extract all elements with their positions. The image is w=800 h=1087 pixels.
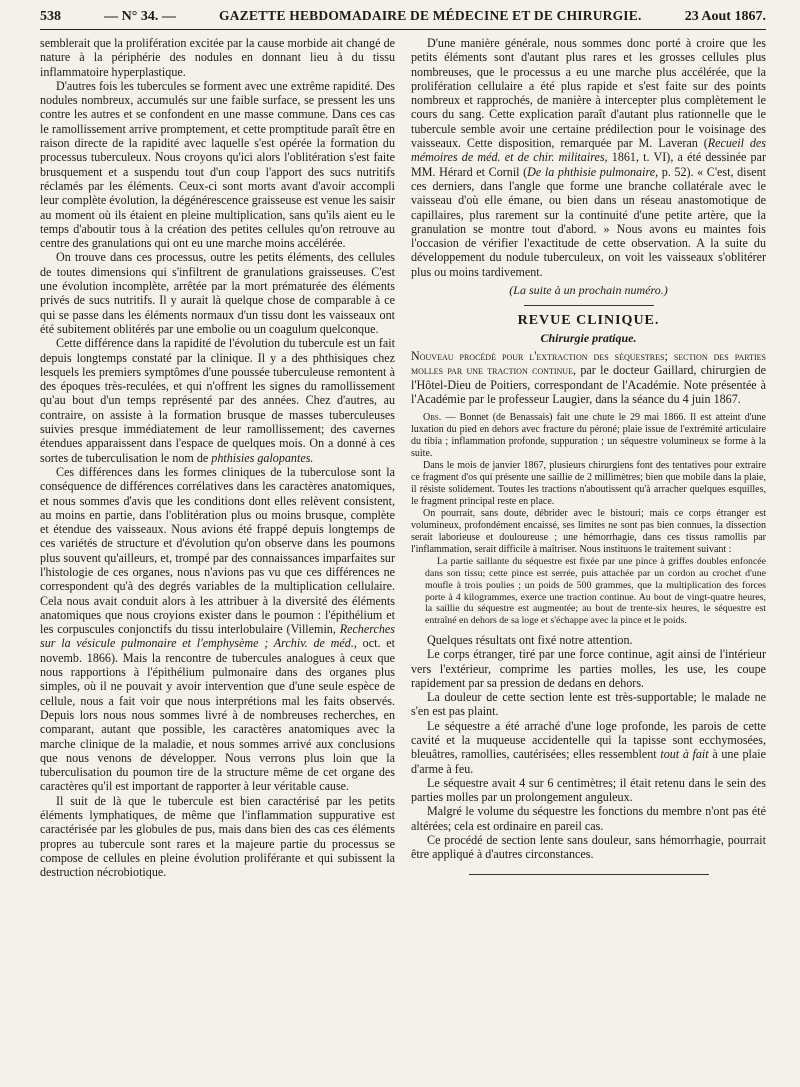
text-span: Cette différence dans la rapidité de l'évolution du tubercule est un fait depuis longtemps constaté par la clinique. Il y a des phthisiques chez lesquels les premiers symptômes d'une poussée tuberculeuse remontent à des époques très-reculées, et qui n'offrent les signes du ramollissement qu'au bout d'un temps représenté par des années. Chez d'autres, au contraire, on assiste à la formation brusque de masses tuberculeuses suivies presque immédiatement de leur ramollissement; des cavernes étendues apparaissent dans l'espace de quelques mois. On a donné à ces sortes de tuberculisation le nom de (40, 336, 395, 465)
emphasis: tout à fait (660, 747, 709, 762)
page-number: 538 (40, 9, 61, 24)
paragraph: Il suit de là que le tubercule est bien caractérisé par les petits éléments lymphatiques, de même que l'inflammation suppurative est caractérisée par les globules de pus, mais dans bien des cas ces éléments propres au tubercule sont rares et la majeure partie du processus se compose de cellules en pleine évolution proliférante et qui subissent la destruction nécrobiotique. (40, 793, 395, 880)
emphasis: Recherches sur la vésicule pulmonaire et l'emphysème ; Archiv. de méd., (40, 622, 395, 651)
divider (524, 305, 654, 306)
paragraph (40, 336, 395, 465)
text-span: 1861, t. VI), a été dessinée par MM. Hérard et Cornil ( (411, 150, 766, 179)
text-span: Le séquestre a été arraché d'une loge profonde, les parois de cette cavité et la muqueuse accidentelle qui la tapisse sont ecchymosées, bleuâtres, ramollies, cautérisées; elles ressemblent (411, 718, 766, 762)
paragraph: Le corps étranger, tiré par une force continue, agit ainsi de l'intérieur vers l'extérieur, comprime les parties molles, les use, les coupe rapidement par sa pression de dedans en dehors. (411, 647, 766, 690)
right-column (411, 36, 766, 883)
observation-block (411, 412, 766, 556)
paragraph: Le séquestre avait 4 sur 6 centimètres; il était retenu dans le sein des parties molles par un prolongement anguleux. (411, 775, 766, 805)
emphasis: Recueil des mémoires de méd. et de chir. militaires, (411, 136, 766, 165)
section-title: REVUE CLINIQUE. (517, 313, 660, 329)
paragraph: La douleur de cette section lente est très-supportable; le malade ne s'en est pas plaint. (411, 690, 766, 719)
article-heading-caps: Nouveau procédé pour l'extraction des séquestres; section des parties molles par une traction continue, (411, 348, 766, 378)
article-heading (411, 349, 766, 406)
text-span: Bonnet (de Benassais) fait une chute le 29 mai 1866. Il est atteint d'une luxation du pied en dehors avec fracture du péroné; plaie issue de l'extrémité articulaire du tibia ; inflammation profonde, suppuration ; un séquestre volumineux se forme à la suite. (411, 412, 766, 460)
running-header (40, 8, 766, 30)
results-block (411, 633, 766, 862)
text-span: Ces différences dans les formes cliniques de la tuberculose sont la conséquence de différences corrélatives dans les caractères anatomiques, et nous sommes d'avis que les conditions dont elles relèvent consistent, au moins en partie, dans l'oblitération plus ou moins brusque, complète et étendue des vaisseaux. Nous avions été frappé depuis longtemps de ces variétés de structure et d'évolution qu'on observe dans les poumons plus souvent qu'ailleurs, et, trompé par des connaissances imparfaites sur l'histologie de ces organes, nous n'avions pas vu que ces différences ne correspondent qu'à des degrés variables de la multiplication cellulaire. Cela nous avait conduit alors à les attribuer à la diversité des éléments anatomiques que nous croyions exister dans le poumon : l'épithélium et les corpuscules conjonctifs du tissu interlobulaire (Villemin, (40, 464, 395, 637)
text-span: p. 52). « C'est, disent ces derniers, dans l'angle que forme une branche collatérale avec le vaisseau d'où elle émane, ou bien dans un réseau anastomotique de capillaires, plus rarement sur la continuité d'une petite artère, que la granulation se montre tout d'abord. » Nous avons eu maintes fois l'occasion de vérifier l'exactitude de cette observation. A la suite du développement du nodule tuberculeux, on voit les vaisseaux s'oblitérer plus ou moins tardivement. (411, 164, 766, 279)
paragraph: D'autres fois les tubercules se forment avec une extrême rapidité. Des nodules nombreux, accumulés sur une faible surface, se pressent les uns contre les autres et se confondent en une masse commune. Dans ces cas le ramollissement arrive promptement, et cette promptitude paraît être en raison directe de la rapidité avec laquelle s'est opérée la formation du processus tuberculeux. Nous croyons qu'ici alors l'oblitération s'est faite brusquement et a suspendu tout d'un coup l'apport des sucs nutritifs réclamés par les éléments. Ceux-ci sont morts avant d'avoir accompli leur complète évolution, la dégénérescence graisseuse est venue les saisir au moment où ils étaient en pleine multiplication, sans qu'ils aient eu le temps d'aboutir tous à la création des petites cellules qu'on retrouve au centre des granulations qui ont eu une marche moins accélérée. (40, 78, 395, 251)
paragraph (40, 465, 395, 794)
issue-date: 23 Aout 1867. (684, 9, 766, 24)
continued-note: (La suite à un prochain numéro.) (509, 283, 668, 298)
paragraph (411, 412, 766, 460)
obs-label: Obs. — (423, 412, 456, 424)
paragraph: On trouve dans ces processus, outre les petits éléments, des cellules de toutes dimensions qui s'infiltrent de granulations graisseuses. C'est une évolution incomplète, arrêtée par la mort prématurée des éléments privés de sucs nutritifs. Il y aurait là quelque chose de comparable à ce qui se passe dans les éléments normaux d'un tissu dont les vaisseaux ont été subitement oblitérés par une embolie ou un coagulum quelconque. (40, 250, 395, 336)
issue-number: — N° 34. — (104, 9, 176, 24)
emphasis: phthisies galopantes. (211, 450, 314, 465)
paragraph (411, 36, 766, 279)
text-span: par le docteur Gaillard, chirurgien de l'Hôtel-Dieu de Poitiers, correspondant de l'Académie. Note présentée à l'Académie par le professeur Laugier, dans la séance du 4 juin 1867. (411, 363, 766, 406)
paragraph: semblerait que la prolifération excitée par la cause morbide ait changé de nature à la périphérie des nodules en donnant lieu à du tissu inflammatoire hyperplastique. (40, 36, 395, 79)
paragraph: On pourrait, sans doute, débrider avec le bistouri; mais ce corps étranger est volumineux, profondément encaissé, ses limites ne sont pas bien connues, la dissection serait laborieuse et douloureuse ; une hémorrhagie, dans ces tissus ramollis par l'inflammation, serait difficile à maîtriser. Nous instituons le traitement suivant : (411, 508, 766, 556)
paragraph: La partie saillante du séquestre est fixée par une pince à griffes doubles enfoncée dans son tissu; cette pince est serrée, puis attachée par un cordon au crochet d'une moufle à trois poulies ; un poids de 500 grammes, que la multiplication des forces porte à 4 kilogrammes, exerce une traction continue. Au bout de vingt-quatre heures, la saillie du séquestre est augmentée; au bout de trente-six heures, le séquestre est entraîné en dehors de sa loge et s'échappe avec la pince et le poids. (425, 556, 766, 627)
treatment-block (425, 556, 766, 627)
journal-title: GAZETTE HEBDOMADAIRE DE MÉDECINE ET DE CHIRURGIE. (219, 8, 642, 23)
left-column (40, 36, 395, 883)
emphasis: De la phthisie pulmonaire, (527, 164, 659, 179)
text-span: D'une manière générale, nous sommes donc porté à croire que les petits éléments sont d'autant plus rares et les grosses cellules plus nombreuses, que le processus a eu une marche plus accélérée, que la prolifération cellulaire a été plus rapide et s'est faite sur des points nombreux et rapprochés, de manière à intercepter plus complètement le cours du sang. Cette explication paraît d'autant plus rationnelle que le tubercule semble avoir une certaine prédilection pour le voisinage des vaisseaux. Cette disposition, remarquée par M. Laveran ( (411, 36, 766, 151)
paragraph: Quelques résultats ont fixé notre attention. (427, 632, 633, 647)
text-span: à une plaie d'arme à feu. (411, 747, 766, 776)
paragraph: Dans le mois de janvier 1867, plusieurs chirurgiens font des tentatives pour extraire ce fragment d'os qui présente une saillie de 2 millimètres; bien que mobile dans la plaie, il résiste solidement. Toutes les tractions n'aboutissent qu'à arracher quelques esquilles, le fragment principal reste en place. (411, 460, 766, 508)
paragraph: Ce procédé de section lente sans douleur, sans hémorrhagie, pourrait être appliqué à d'autres circonstances. (411, 833, 766, 862)
text-span: oct. et novemb. 1866). Mais la rencontre de tubercules analogues à ceux que nous rapportions à l'épithélium pulmonaire dans des organes plus simples, où il ne pouvait y avoir intervention que d'une seule espèce de cellule, nous a fait voir que nous interprétions mal les faits observés. Depuis lors nous nous sommes livré à de nombreuses recherches, en comparant, autant que possible, les caractères anatomiques avec la marche clinique de la maladie, et nous sommes arrivé aux conclusions que nous venons de développer. Nous verrons plus loin que la tuberculisation du poumon tire de la structure même de cet organe des caractères qu'il est important de rapporter à leur véritable cause. (40, 636, 395, 794)
paragraph (411, 719, 766, 776)
paragraph: Malgré le volume du séquestre les fonctions du membre n'ont pas été altérées; cela est ordinaire en pareil cas. (411, 804, 766, 833)
divider (469, 874, 709, 875)
section-subtitle: Chirurgie pratique. (540, 330, 637, 345)
